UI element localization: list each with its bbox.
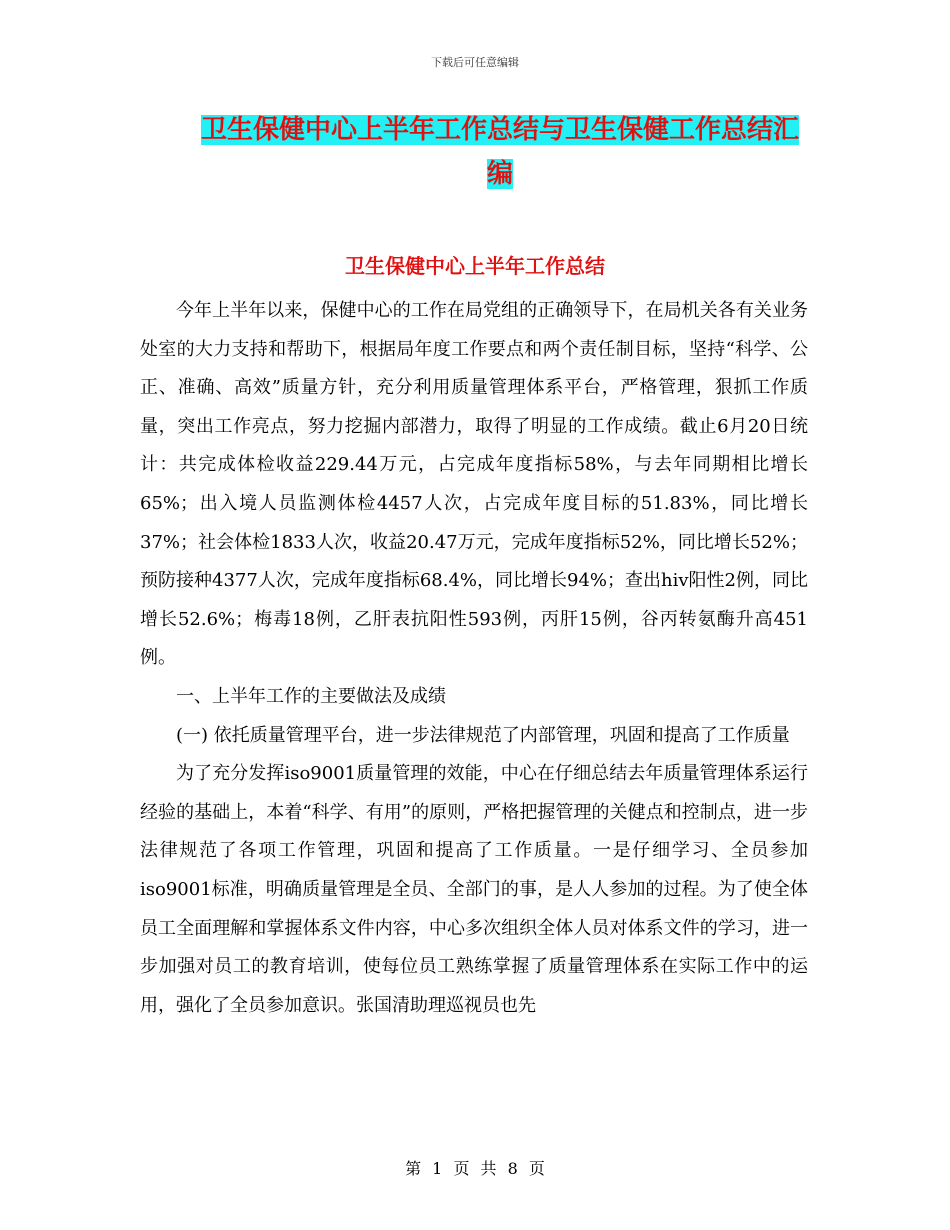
section-title: 卫生保健中心上半年工作总结 xyxy=(345,254,605,278)
paragraph-quality-management: 为了充分发挥iso9001质量管理的效能，中心在仔细总结去年质量管理体系运行经验的基础上，本着“科学、有用”的原则，严格把握管理的关健点和控制点，进一步法律规范了各项工作管理，巩固和提高了工作质量。一是仔细学习、全员参加iso9001标准，明确质量管理是全员、全部门的事，是人人参加的过程。为了使全体员工全面理解和掌握体系文件内容，中心多次组织全体人员对体系文件的学习，进一步加强对员工的教育培训，使每位员工熟练掌握了质量管理体系在实际工作中的运用，强化了全员参加意识。张国清助理巡视员也先 xyxy=(140,763,808,1016)
page-footer: 第 1 页 共 8 页 xyxy=(405,1159,545,1178)
document-title-text: 卫生保健中心上半年工作总结与卫生保健工作总结汇编 xyxy=(200,115,799,189)
body-text xyxy=(140,292,808,1025)
paragraph-subheading-1: (一) 依托质量管理平台，进一步法律规范了内部管理，巩固和提高了工作质量 xyxy=(176,724,790,746)
header-note: 下载后可任意编辑 xyxy=(431,56,519,69)
paragraph-heading-1: 一、上半年工作的主要做法及成绩 xyxy=(176,685,446,707)
document-title xyxy=(190,108,810,196)
paragraph-summary: 今年上半年以来，保健中心的工作在局党组的正确领导下，在局机关各有关业务处室的大力支持和帮助下，根据局年度工作要点和两个责任制目标，坚持“科学、公正、准确、高效”质量方针，充分利用质量管理体系平台，严格管理，狠抓工作质量，突出工作亮点，努力挖掘内部潜力，取得了明显的工作成绩。截止6月20日统计：共完成体检收益229.44万元，占完成年度指标58%，与去年同期相比增长65%；出入境人员监测体检4457人次，占完成年度目标的51.83%，同比增长37%；社会体检1833人次，收益20.47万元，完成年度指标52%，同比增长52%；预防接种4377人次，完成年度指标68.4%，同比增长94%；查出hiv阳性2例，同比增长52.6%；梅毒18例，乙肝表抗阳性593例，丙肝15例，谷丙转氨酶升高451例。 xyxy=(140,300,808,669)
